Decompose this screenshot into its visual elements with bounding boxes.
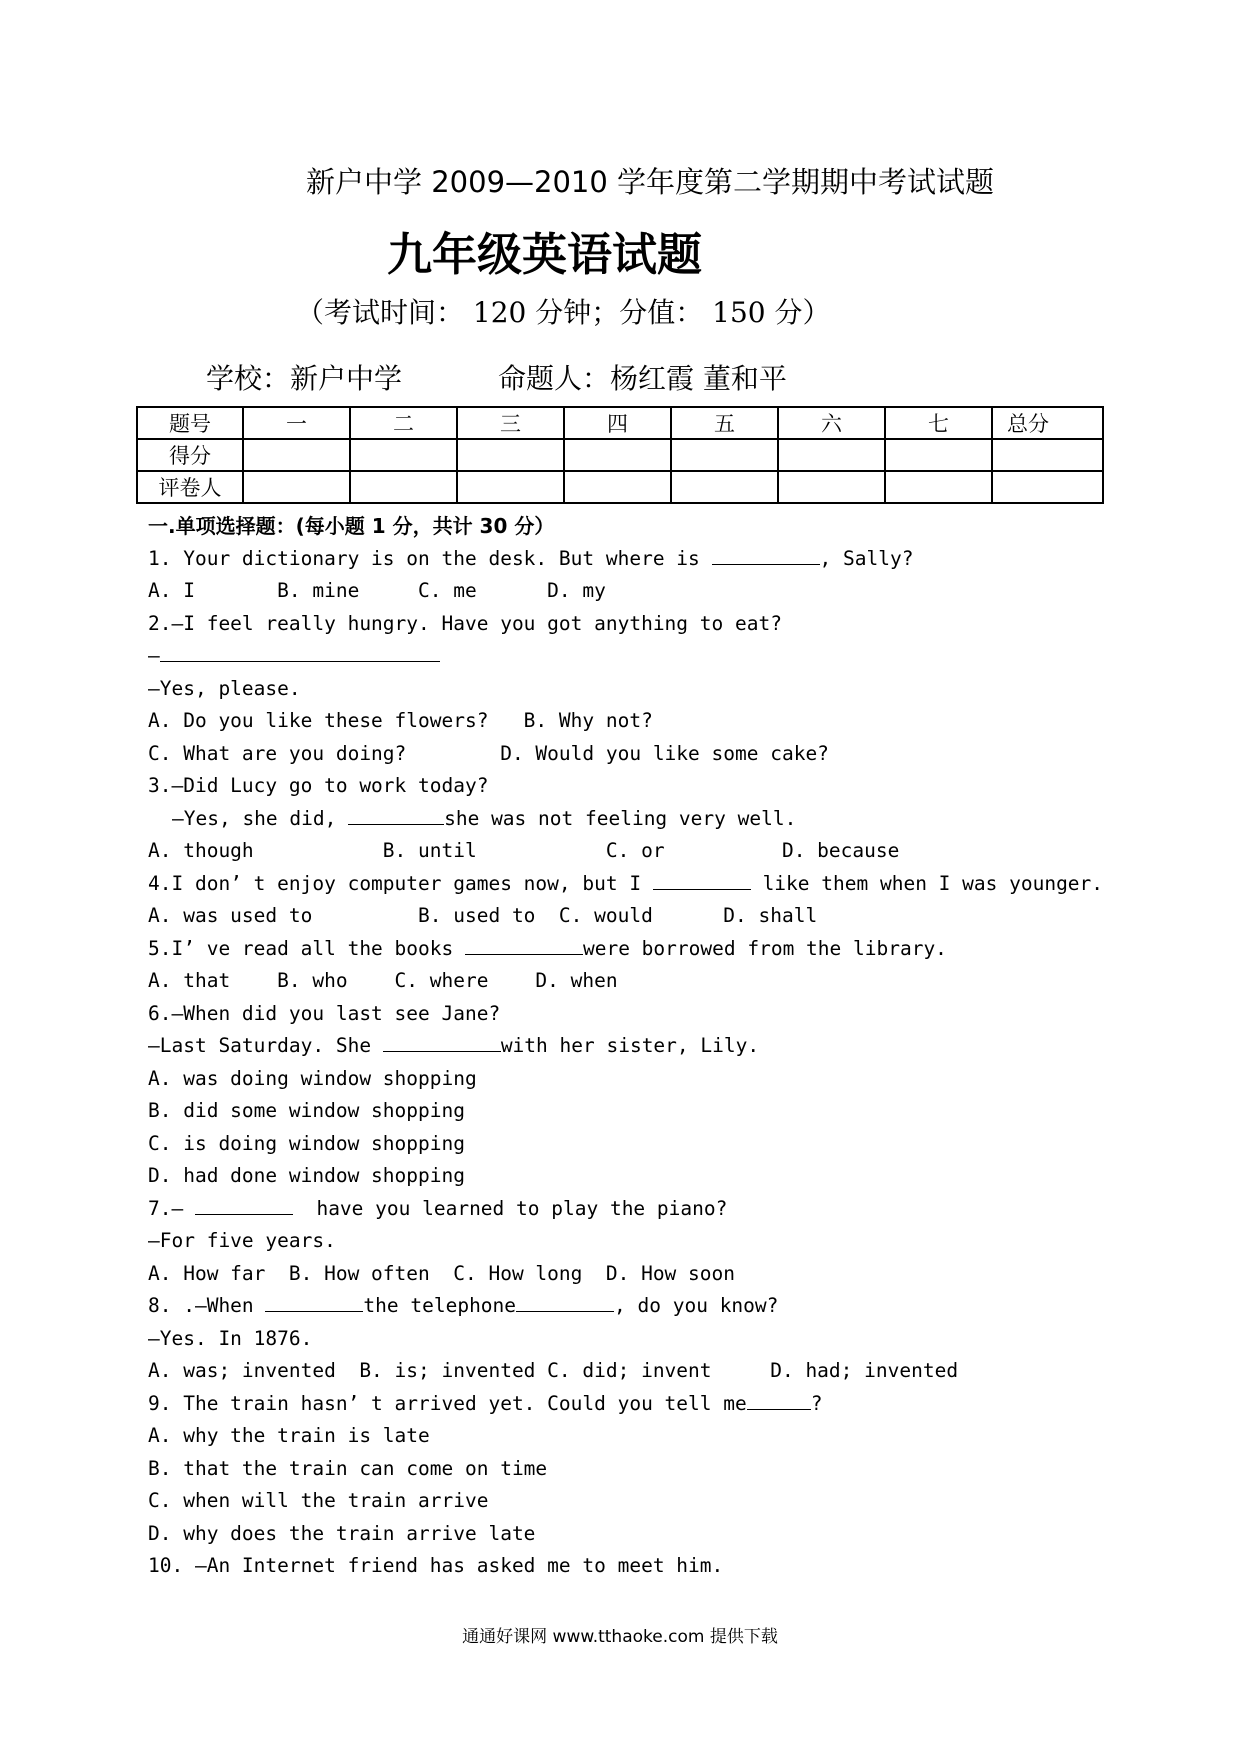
question-4-stem (148, 868, 1108, 901)
question-6-option-b: B. did some window shopping (148, 1099, 465, 1122)
score-cell (564, 439, 671, 471)
question-8-options: A. was; invented B. is; invented C. did; invent D. had; invented (148, 1359, 959, 1382)
question-text: 7.— (148, 1196, 195, 1220)
score-table (136, 406, 1104, 504)
school-term-title: 新户中学 2009—2010 学年度第二学期期中考试试题 (306, 165, 995, 199)
question-3-options: A. though B. until C. or D. because (148, 839, 900, 862)
question-1-stem (148, 543, 1108, 576)
grader-cell (457, 471, 564, 503)
question-7-reply: —For five years. (148, 1229, 336, 1252)
author-label: 命题人：杨红霞 董和平 (498, 362, 787, 395)
question-9-option-c: C. when will the train arrive (148, 1489, 489, 1512)
row-label: 得分 (137, 439, 243, 471)
question-2-options-ab: A. Do you like these flowers? B. Why not? (148, 709, 653, 732)
question-text: 8. .—When (148, 1294, 266, 1317)
question-1-options: A. I B. mine C. me D. my (148, 579, 606, 602)
question-9-option-a: A. why the train is late (148, 1424, 430, 1447)
question-8-stem (148, 1290, 1108, 1323)
question-text: have you learned to play the piano? (292, 1196, 728, 1220)
question-text: with her sister, Lily. (500, 1034, 760, 1057)
question-3-stem: 3.—Did Lucy go to work today? (148, 774, 489, 797)
question-6-stem: 6.—When did you last see Jane? (148, 1001, 501, 1025)
school-label: 学校：新户中学 (206, 362, 403, 395)
exam-title: 九年级英语试题 (387, 228, 703, 281)
answer-blank (712, 544, 820, 565)
table-header-cell: 二 (350, 407, 457, 439)
question-7-options: A. How far B. How often C. How long D. How soon (148, 1261, 735, 1285)
section-title: 一.单项选择题：(每小题 1 分，共计 30 分） (148, 514, 555, 538)
grader-row (137, 471, 1103, 503)
score-cell (243, 439, 350, 471)
question-2-reply: —Yes, please. (148, 676, 301, 700)
question-9-option-b: B. that the train can come on time (148, 1456, 548, 1480)
table-header-cell: 题号 (137, 407, 243, 439)
question-text: 5.I’ ve read all the books (148, 936, 465, 960)
grader-cell (243, 471, 350, 503)
question-6-option-d: D. had done window shopping (148, 1164, 465, 1187)
question-text: , Sally? (819, 546, 914, 570)
question-6-option-a: A. was doing window shopping (148, 1066, 477, 1090)
question-text: —Last Saturday. She (148, 1034, 383, 1057)
exam-info: （考试时间： 120 分钟；分值： 150 分） (296, 296, 831, 329)
table-header-cell: 四 (564, 407, 671, 439)
table-header-cell: 三 (457, 407, 564, 439)
table-header-cell: 总分 (992, 407, 1103, 439)
question-3-reply (148, 803, 1108, 836)
score-cell (778, 439, 885, 471)
score-cell (992, 439, 1103, 471)
score-row (137, 439, 1103, 471)
score-cell (885, 439, 992, 471)
question-text: like them when I was younger. (750, 871, 1104, 895)
question-5-stem (148, 933, 1108, 966)
question-10-stem: 10. —An Internet friend has asked me to meet him. (148, 1554, 724, 1577)
grader-cell (350, 471, 457, 503)
answer-blank (465, 934, 583, 955)
answer-blank (348, 804, 444, 825)
row-label: 评卷人 (137, 471, 243, 503)
question-9-option-d: D. why does the train arrive late (148, 1521, 536, 1545)
question-2-blank-line (148, 640, 1108, 673)
question-text: were borrowed from the library. (582, 936, 947, 960)
answer-blank (383, 1031, 501, 1052)
question-7-stem (148, 1193, 1108, 1226)
grader-cell (778, 471, 885, 503)
table-header-cell: 七 (885, 407, 992, 439)
answer-blank (160, 641, 440, 662)
score-table-header-row (137, 407, 1103, 439)
question-6-option-c: C. is doing window shopping (148, 1131, 465, 1155)
exam-body (148, 510, 1108, 1583)
answer-blank (265, 1291, 363, 1312)
question-2-options-cd: C. What are you doing? D. Would you like some cake? (148, 741, 829, 765)
answer-blank (747, 1389, 811, 1410)
question-text: the telephone (363, 1294, 517, 1317)
question-text: 1. Your dictionary is on the desk. But where is (148, 546, 712, 570)
answer-blank (195, 1194, 293, 1215)
question-8-reply: —Yes. In 1876. (148, 1326, 313, 1350)
score-cell (457, 439, 564, 471)
answer-blank (516, 1291, 614, 1312)
question-text: , do you know? (614, 1294, 779, 1317)
grader-cell (992, 471, 1103, 503)
score-cell (671, 439, 778, 471)
dash-text: — (148, 644, 160, 667)
question-6-reply (148, 1030, 1108, 1063)
table-header-cell: 六 (778, 407, 885, 439)
table-header-cell: 一 (243, 407, 350, 439)
question-text: ? (810, 1391, 823, 1415)
question-4-options: A. was used to B. used to C. would D. shall (148, 904, 818, 927)
grader-cell (885, 471, 992, 503)
question-text: —Yes, she did, (172, 806, 349, 830)
school-author-line (206, 357, 787, 397)
score-cell (350, 439, 457, 471)
table-header-cell: 五 (671, 407, 778, 439)
question-5-options: A. that B. who C. where D. when (148, 969, 618, 992)
question-9-stem (148, 1388, 1108, 1421)
question-text: she was not feeling very well. (444, 806, 797, 830)
grader-cell (671, 471, 778, 503)
question-text: 4.I don’ t enjoy computer games now, but I (148, 871, 653, 895)
answer-blank (653, 869, 751, 890)
grader-cell (564, 471, 671, 503)
question-2-stem: 2.—I feel really hungry. Have you got anything to eat? (148, 611, 782, 635)
footer-download-note: 通通好课网 www.tthaoke.com 提供下载 (462, 1627, 778, 1647)
question-text: 9. The train hasn’ t arrived yet. Could you tell me (148, 1391, 747, 1415)
